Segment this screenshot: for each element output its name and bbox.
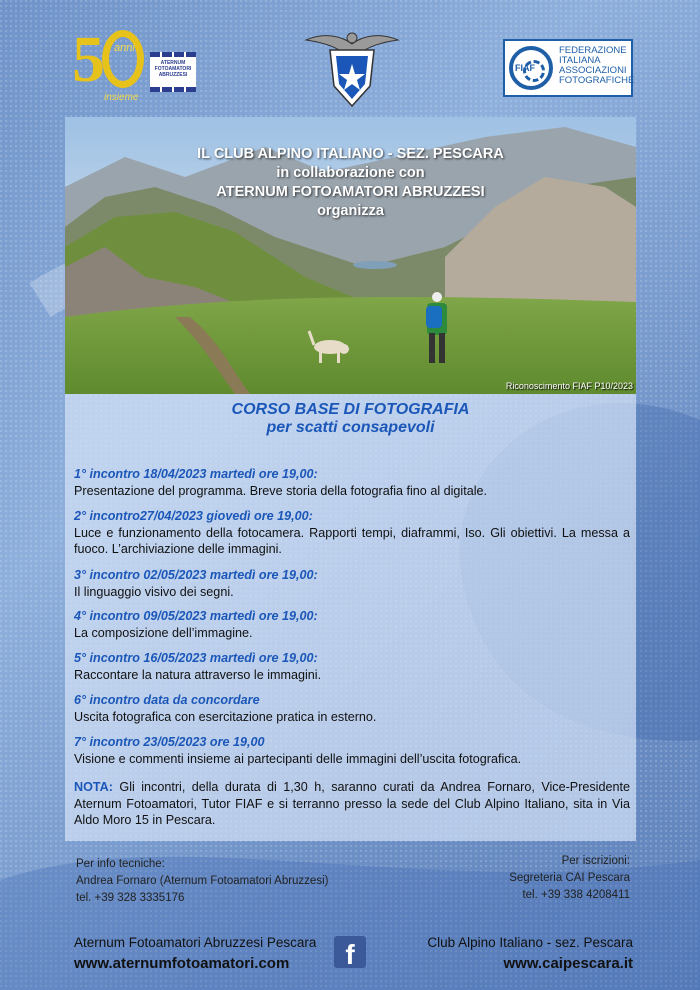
nota-text: Gli incontri, della durata di 1,30 h, saranno curati da Andrea Fornaro, Vice-Presidente Aternum Fotoamatori, Tutor FIAF e si terranno presso la sede del Club Alpino Italiano, sita in Via Aldo Moro 15 in Pescara. xyxy=(74,780,630,827)
facebook-glyph: f xyxy=(345,939,355,968)
organizer-line-4: organizza xyxy=(317,203,384,219)
info-tech-title: Per info tecniche: xyxy=(76,858,165,870)
nota-paragraph xyxy=(74,779,630,829)
organizer-line-1: IL CLUB ALPINO ITALIANO - SEZ. PESCARA xyxy=(197,146,504,162)
info-registration xyxy=(509,853,630,904)
meeting-heading: 5° incontro 16/05/2023 martedì ore 19,00: xyxy=(74,651,318,665)
meeting-description: Visione e commenti insieme ai partecipanti delle immagini dell’uscita fotografica. xyxy=(74,751,522,766)
logo-zero-ring xyxy=(102,30,144,88)
fiaf-line-3: ASSOCIAZIONI xyxy=(559,65,627,76)
info-reg-contact: Segreteria CAI Pescara xyxy=(509,872,630,884)
fiaf-line-2: ITALIANA xyxy=(559,55,601,66)
meeting-4 xyxy=(74,608,630,641)
meeting-5 xyxy=(74,650,630,683)
footer-cai-name: Club Alpino Italiano - sez. Pescara xyxy=(427,935,633,950)
organizer-line-3: ATERNUM FOTOAMATORI ABRUZZESI xyxy=(216,184,485,200)
aternum-film-logo xyxy=(150,52,196,92)
footer-cai-url[interactable]: www.caipescara.it xyxy=(503,955,633,972)
meeting-2 xyxy=(74,508,630,558)
meeting-heading: 2° incontro27/04/2023 giovedì ore 19,00: xyxy=(74,509,313,523)
info-reg-phone: tel. +39 338 4208411 xyxy=(522,889,630,901)
course-title-line-1: CORSO BASE DI FOTOGRAFIA xyxy=(231,401,470,418)
fiaf-line-4: FOTOGRAFICHE xyxy=(559,75,635,86)
meeting-heading: 7° incontro 23/05/2023 ore 19,00 xyxy=(74,735,265,749)
nota-label: NOTA: xyxy=(74,780,113,794)
meeting-heading: 3° incontro 02/05/2023 martedì ore 19,00: xyxy=(74,568,318,582)
meeting-description: Presentazione del programma. Breve storia della fotografia fino al digitale. xyxy=(74,483,488,498)
fiaf-recognition: Riconoscimento FIAF P10/2023 xyxy=(505,381,633,391)
meeting-description: La composizione dell’immagine. xyxy=(74,625,253,640)
aternum-logo-text: ATERNUM FOTOAMATORI ABRUZZESI xyxy=(154,60,192,78)
meeting-description: Uscita fotografica con esercitazione pratica in esterno. xyxy=(74,709,377,724)
cai-eagle-logo xyxy=(304,26,400,110)
fiaf-logo xyxy=(503,39,633,97)
meeting-description: Raccontare la natura attraverso le immagini. xyxy=(74,667,322,682)
facebook-icon[interactable] xyxy=(334,936,366,968)
info-technical xyxy=(76,856,328,907)
meeting-heading: 4° incontro 09/05/2023 martedì ore 19,00: xyxy=(74,609,318,623)
meeting-7 xyxy=(74,734,630,767)
meeting-6 xyxy=(74,692,630,725)
footer-aternum-name: Aternum Fotoamatori Abruzzesi Pescara xyxy=(74,935,317,950)
meeting-description: Il linguaggio visivo dei segni. xyxy=(74,584,234,599)
meeting-heading: 6° incontro data da concordare xyxy=(74,693,260,707)
logo-insieme-text: insieme xyxy=(104,92,139,103)
meeting-3 xyxy=(74,567,630,600)
fiaf-line-1: FEDERAZIONE xyxy=(559,45,627,56)
info-tech-phone: tel. +39 328 3335176 xyxy=(76,892,185,904)
anniversary-logo xyxy=(72,23,202,108)
fiaf-name xyxy=(559,46,634,86)
footer-aternum-url[interactable]: www.aternumfotoamatori.com xyxy=(74,955,290,972)
organizers-text xyxy=(65,145,636,221)
fiaf-short: FIAF xyxy=(515,63,535,73)
fiaf-lens-icon xyxy=(509,46,553,90)
mountain-photo xyxy=(65,117,636,394)
meeting-1 xyxy=(74,466,630,499)
info-tech-contact: Andrea Fornaro (Aternum Fotoamatori Abruzzesi) xyxy=(76,875,329,887)
logo-anni-text: anni xyxy=(114,42,135,54)
info-reg-title: Per iscrizioni: xyxy=(561,855,630,867)
meeting-heading: 1° incontro 18/04/2023 martedì ore 19,00: xyxy=(74,467,318,481)
course-title-line-2: per scatti consapevoli xyxy=(266,419,435,436)
logo-number-5: 5 xyxy=(72,23,105,96)
meeting-description: Luce e funzionamento della fotocamera. Rapporti tempi, diaframmi, Iso. Gli obiettivi. La messa a fuoco. L’archiviazione delle immagini. xyxy=(74,525,630,556)
organizer-line-2: in collaborazione con xyxy=(276,165,425,181)
course-title xyxy=(65,401,636,437)
